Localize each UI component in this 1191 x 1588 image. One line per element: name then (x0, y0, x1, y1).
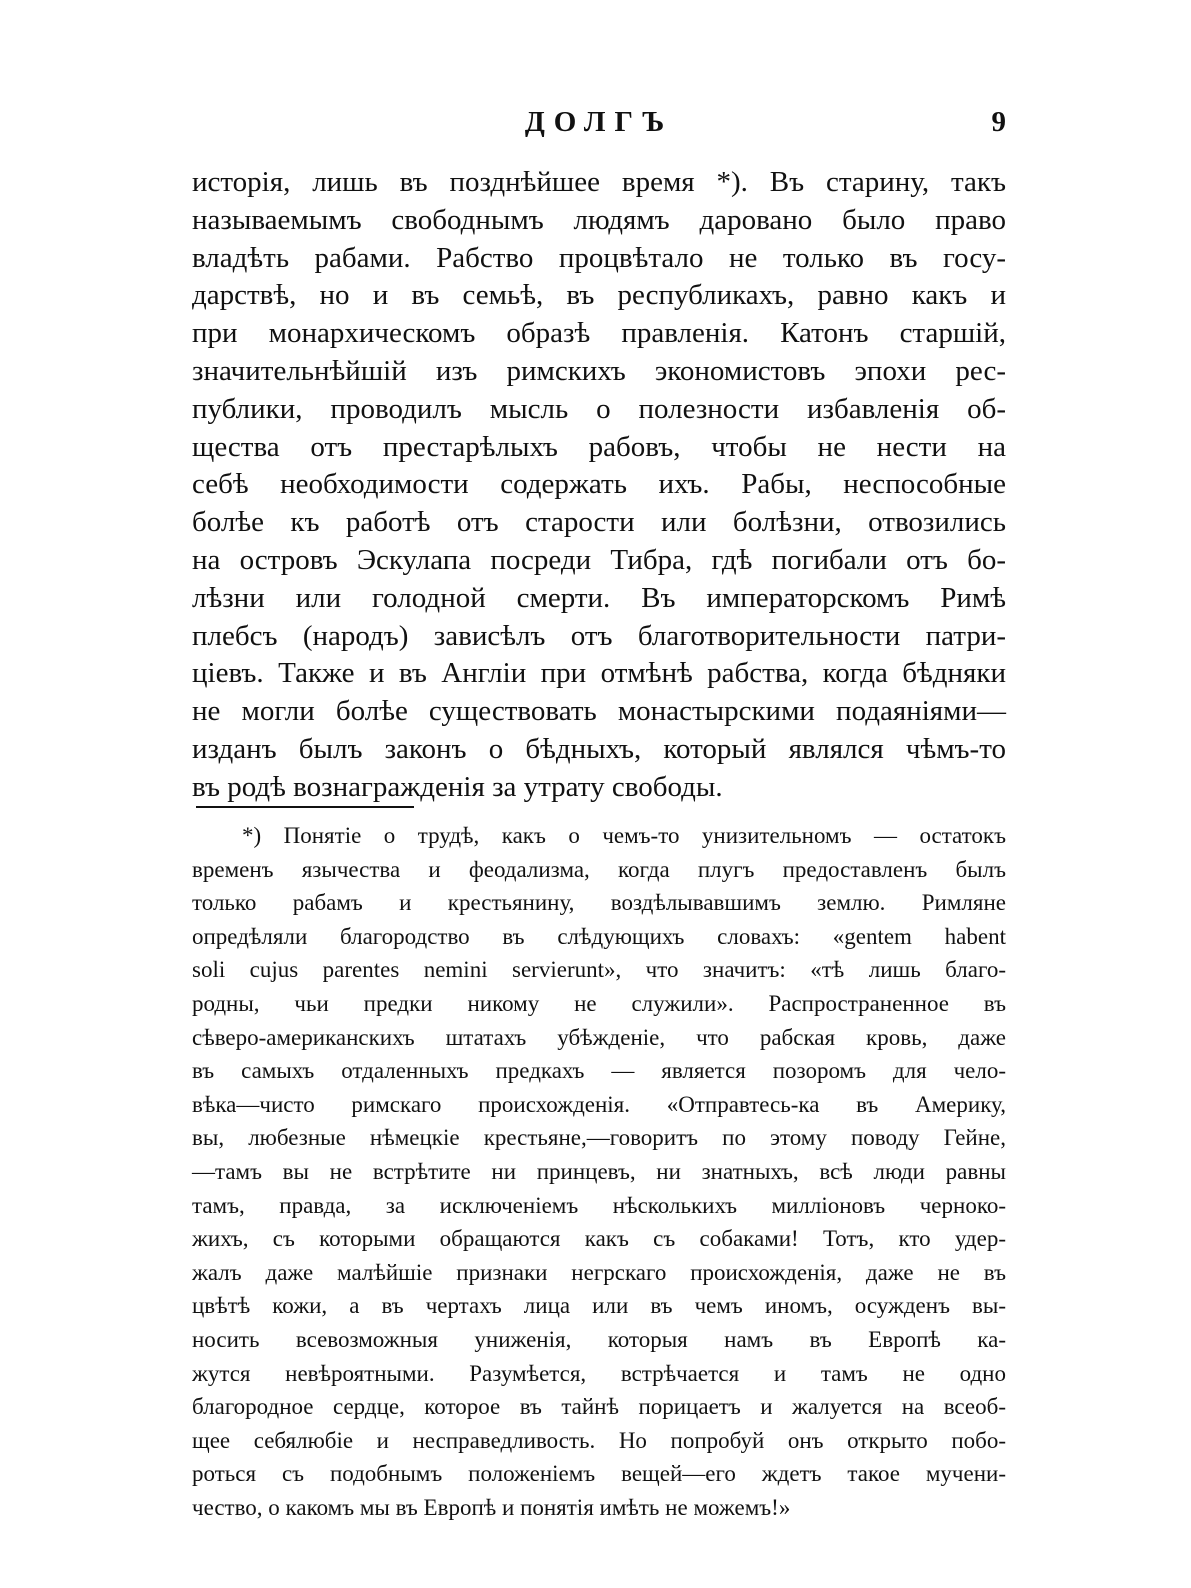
main-text-line: публики, проводилъ мысль о полезности избавленія об- (192, 392, 1006, 425)
footnote-line: родны, чьи предки никому не служили». Распространенное въ (192, 990, 1006, 1016)
main-text (192, 164, 1006, 807)
footnote-line: сѣверо-американскихъ штатахъ убѣжденіе, что рабская кровь, даже (192, 1024, 1006, 1050)
footnote-line: въ самыхъ отдаленныхъ предкахъ — является позоромъ для чело- (192, 1058, 1006, 1084)
footnote-line: жалъ даже малѣйшіе признаки негрскаго происхожденія, даже не въ (192, 1259, 1006, 1285)
running-title: ДОЛГЪ (524, 106, 674, 138)
main-text-line: называемымъ свободнымъ людямъ даровано было право (192, 203, 1006, 236)
footnote-line: опредѣляли благородство въ слѣдующихъ словахъ: «gentem habent (192, 923, 1006, 949)
footnote-line: цвѣтѣ кожи, а въ чертахъ лица или въ чемъ иномъ, осужденъ вы- (192, 1293, 1006, 1319)
footnote-line: вы, любезные нѣмецкіе крестьяне,—говоритъ по этому поводу Гейне, (192, 1125, 1006, 1151)
footnote-line: soli cujus parentes nemini servierunt», что значитъ: «тѣ лишь благо- (192, 957, 1006, 983)
footnote-line: только рабамъ и крестьянину, воздѣлывавшимъ землю. Римляне (192, 890, 1006, 916)
main-text-line: болѣе къ работѣ отъ старости или болѣзни, отвозились (192, 506, 1006, 539)
main-text-line: дарствѣ, но и въ семьѣ, въ республикахъ, равно какъ и (192, 279, 1006, 312)
page-number: 9 (991, 106, 1006, 138)
footnote-line: тамъ, правда, за исключеніемъ нѣсколькихъ милліоновъ черноко- (192, 1192, 1006, 1218)
main-text-line: на островъ Эскулапа посреди Тибра, гдѣ погибали отъ бо- (192, 543, 1006, 576)
footnote-line: жутся невѣроятными. Разумѣется, встрѣчается и тамъ не одно (192, 1360, 1006, 1386)
main-text-line: щества отъ престарѣлыхъ рабовъ, чтобы не нести на (192, 430, 1006, 463)
footnote-separator (196, 806, 414, 808)
main-text-line: владѣть рабами. Рабство процвѣтало не только въ госу- (192, 241, 1006, 274)
footnote-line: благородное сердце, которое въ тайнѣ порицаетъ и жалуется на всеоб- (192, 1394, 1006, 1420)
main-text-line: себѣ необходимости содержать ихъ. Рабы, неспособные (192, 468, 1006, 501)
footnote-line: чество, о какомъ мы въ Европѣ и понятія имѣть не можемъ!» (192, 1494, 791, 1520)
footnote-line: жихъ, съ которыми обращаются какъ съ собаками! Тотъ, кто удер- (192, 1226, 1006, 1252)
footnote-line: щее себялюбіе и несправедливость. Но попробуй онъ открыто побо- (192, 1427, 1006, 1453)
footnote-line: —тамъ вы не встрѣтите ни принцевъ, ни знатныхъ, всѣ люди равны (192, 1158, 1006, 1184)
footnote-line: вѣка—чисто римскаго происхожденія. «Отправтесь-ка въ Америку, (192, 1091, 1006, 1117)
main-text-line: значительнѣйшій изъ римскихъ экономистовъ эпохи рес- (192, 354, 1006, 387)
main-text-line: ціевъ. Также и въ Англіи при отмѣнѣ рабства, когда бѣдняки (192, 657, 1006, 690)
main-text-line: плебсъ (народъ) зависѣлъ отъ благотворительности патри- (192, 619, 1006, 652)
footnote-line: *) Понятіе о трудѣ, какъ о чемъ-то унизительномъ — остатокъ (242, 823, 1006, 848)
running-head (192, 106, 1006, 146)
main-text-line: лѣзни или голодной смерти. Въ императорскомъ Римѣ (192, 581, 1006, 614)
main-text-line: исторія, лишь въ позднѣйшее время *). Въ старину, такъ (192, 166, 1006, 198)
footnote (192, 819, 1006, 1524)
footnote-line: временъ язычества и феодализма, когда плугъ предоставленъ былъ (192, 856, 1006, 882)
main-text-line: въ родѣ вознагражденія за утрату свободы. (192, 770, 723, 803)
main-text-line: не могли болѣе существовать монастырскими подаяніями— (192, 695, 1006, 728)
main-text-line: при монархическомъ образѣ правленія. Катонъ старшій, (192, 317, 1006, 350)
main-text-line: изданъ былъ законъ о бѣдныхъ, который являлся чѣмъ-то (192, 732, 1006, 765)
footnote-line: роться съ подобнымъ положеніемъ вещей—его ждетъ такое мучени- (192, 1461, 1006, 1487)
footnote-line: носить всевозможныя униженія, которыя намъ въ Европѣ ка- (192, 1326, 1006, 1352)
